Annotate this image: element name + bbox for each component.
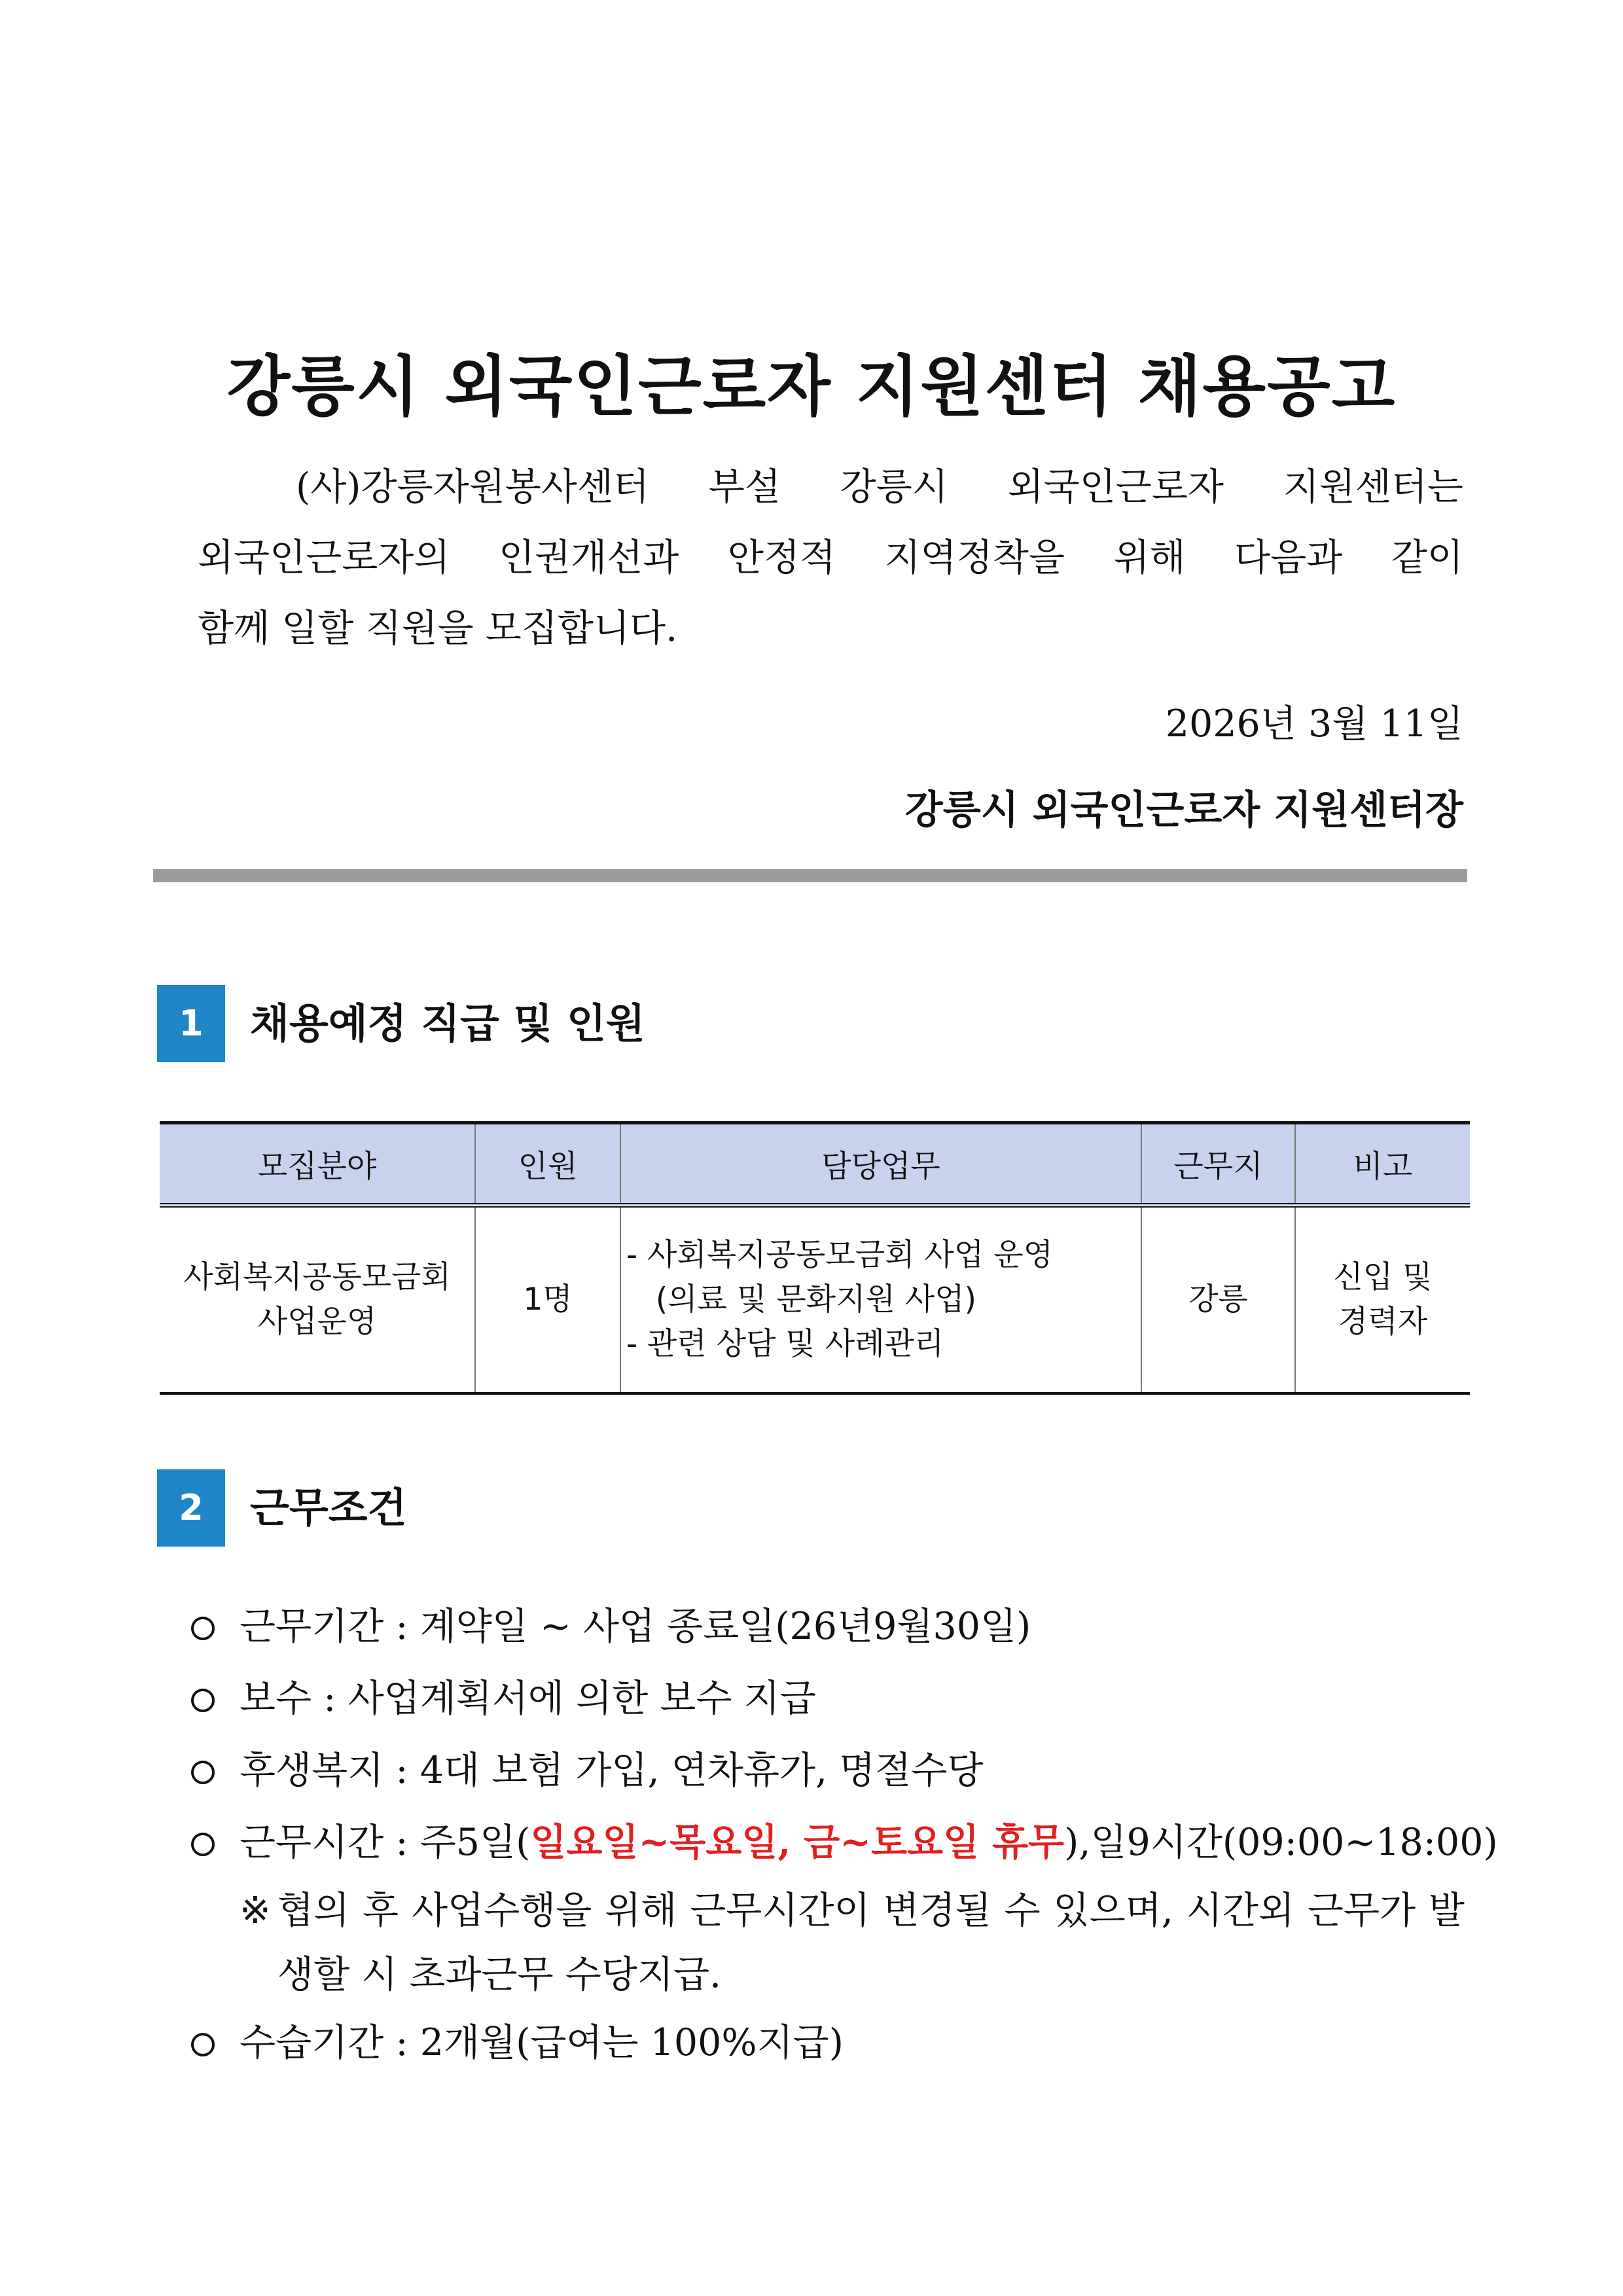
list-item [182,1806,1498,1878]
list-item [182,1734,1465,1806]
list-item [182,1590,1465,1662]
work-conditions-list [182,1590,1498,2079]
recruitment-table [160,1121,1470,1395]
divider [153,869,1467,882]
page-title: 강릉시 외국인근로자 지원센터 채용공고 [226,348,1397,425]
intro-paragraph [198,452,1463,664]
column-header: 비고 [1295,1123,1470,1206]
remark-line: 경력자 [1338,1304,1428,1340]
column-header: 담당업무 [620,1123,1141,1206]
recruit-field-line: 사회복지공동모금회 [183,1259,451,1295]
column-header: 모집분야 [160,1123,475,1206]
reference-mark-icon: ※ [240,1889,271,1932]
column-header: 근무지 [1141,1123,1295,1206]
circle-bullet-icon [191,1833,215,1856]
intro-line: (사)강릉자원봉사센터 부설 강릉시 외국인근로자 지원센터는 [296,465,1463,509]
section-number-badge: 2 [157,1469,225,1547]
announcement-date: 2026년 3월 11일 [1165,702,1463,745]
probation-text: 수습기간 : 2개월(급여는 100%지급) [240,2021,844,2064]
location-cell: 강릉 [1141,1206,1295,1394]
headcount-cell: 1명 [475,1206,620,1394]
list-item [182,1662,1465,1734]
duty-line: - 관련 상담 및 사례관리 [626,1326,944,1362]
circle-bullet-icon [191,1761,215,1784]
pay-text: 보수 : 사업계획서에 의한 보수 지급 [240,1677,816,1720]
work-hours-prefix: 근무시간 : 주5일( [240,1821,531,1864]
column-header: 인원 [475,1123,620,1206]
list-item [182,2007,1465,2079]
circle-bullet-icon [191,1617,215,1640]
intro-line: 외국인근로자의 인권개선과 안정적 지역정착을 위해 다음과 같이 [198,536,1463,579]
organization-signature: 강릉시 외국인근로자 지원센터장 [904,787,1463,833]
circle-bullet-icon [191,2033,215,2056]
recruit-field-line: 사업운영 [257,1304,377,1340]
table-row [160,1206,1470,1394]
circle-bullet-icon [191,1689,215,1712]
work-hours-note-text: 협의 후 사업수행을 위해 근무시간이 변경될 수 있으며, 시간외 근무가 발생할 시 초과근무 수당지급. [277,1889,1465,1996]
work-hours-suffix: ),일9시간(09:00~18:00) [1064,1821,1498,1864]
remark-cell [1295,1206,1470,1394]
remark-line: 신입 및 [1333,1259,1433,1295]
work-period-text: 근무기간 : 계약일 ~ 사업 종료일(26년9월30일) [240,1605,1031,1648]
section-number-badge: 1 [157,985,225,1062]
duties-cell [620,1206,1141,1394]
table-header-row [160,1123,1470,1206]
section-title: 근무조건 [250,1484,407,1532]
section-title: 채용예정 직급 및 인원 [250,999,645,1047]
duty-line: (의료 및 문화지원 사업) [626,1282,976,1318]
work-hours-note [240,1878,1465,2007]
intro-line: 함께 일할 직원을 모집합니다. [198,607,678,650]
welfare-text: 후생복지 : 4대 보험 가입, 연차휴가, 명절수당 [240,1749,984,1792]
duty-line: - 사회복지공동모금회 사업 운영 [626,1237,1054,1273]
work-hours-highlight: 일요일~목요일, 금~토요일 휴무 [530,1820,1065,1864]
recruit-field-cell [160,1206,475,1394]
